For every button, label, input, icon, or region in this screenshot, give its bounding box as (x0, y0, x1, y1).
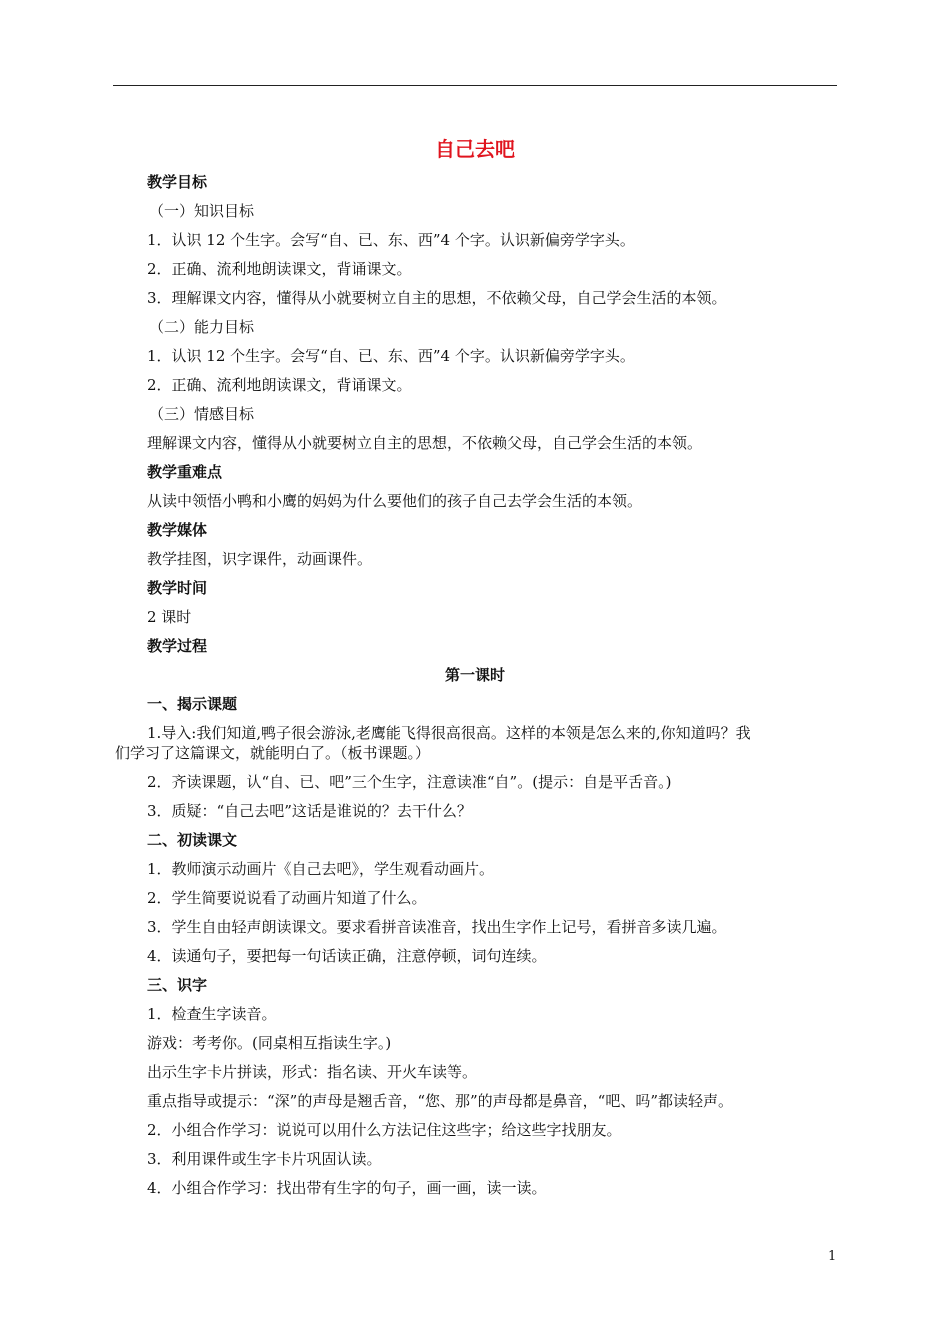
page-number: 1 (828, 1249, 837, 1264)
section-heading: 教学媒体 (147, 521, 208, 539)
paragraph: 4．小组合作学习：找出带有生字的句子，画一画，读一读。 (147, 1179, 547, 1197)
header-rule (113, 85, 837, 86)
paragraph: 1．认识 12 个生字。会写“自、已、东、西”4 个字。认识新偏旁学字头。 (147, 231, 635, 249)
section-heading: 教学重难点 (147, 463, 223, 481)
paragraph: 3．利用课件或生字卡片巩固认读。 (147, 1150, 382, 1168)
subsection-heading: （一）知识目标 (149, 202, 255, 220)
paragraph: 理解课文内容，懂得从小就要树立自主的思想，不依赖父母，自己学会生活的本领。 (147, 434, 703, 452)
subsection-heading: （二）能力目标 (149, 318, 255, 336)
paragraph-line: 1.导入:我们知道,鸭子很会游泳,老鹰能飞得很高很高。这样的本领是怎么来的,你知道吗？我 (147, 724, 751, 742)
paragraph: 3．学生自由轻声朗读课文。要求看拼音读准音，找出生字作上记号，看拼音多读几遍。 (147, 918, 727, 936)
paragraph: 1．教师演示动画片《自己去吧》，学生观看动画片。 (147, 860, 495, 878)
paragraph: 2．学生简要说说看了动画片知道了什么。 (147, 889, 427, 907)
paragraph-continuation: 们学习了这篇课文，就能明白了。（板书课题。） (115, 744, 431, 762)
paragraph: 3．理解课文内容，懂得从小就要树立自主的思想，不依赖父母，自己学会生活的本领。 (147, 289, 727, 307)
paragraph: 2．正确、流利地朗读课文，背诵课文。 (147, 260, 412, 278)
paragraph: 1．认识 12 个生字。会写“自、已、东、西”4 个字。认识新偏旁学字头。 (147, 347, 635, 365)
paragraph: 从读中领悟小鸭和小鹰的妈妈为什么要他们的孩子自己去学会生活的本领。 (147, 492, 643, 510)
paragraph: 4．读通句子，要把每一句话读正确，注意停顿，词句连续。 (147, 947, 547, 965)
paragraph: 3．质疑：“自己去吧”这话是谁说的？去干什么？ (147, 802, 472, 820)
paragraph (115, 723, 847, 763)
paragraph: 2 课时 (147, 608, 192, 626)
lesson-heading: 第一课时 (444, 666, 505, 684)
paragraph: 出示生字卡片拼读，形式：指名读、开火车读等。 (147, 1063, 478, 1081)
paragraph: 教学挂图，识字课件，动画课件。 (147, 550, 373, 568)
document-body (115, 168, 847, 1203)
section-heading: 教学时间 (147, 579, 208, 597)
section-heading: 教学目标 (147, 173, 208, 191)
section-heading: 三、识字 (147, 976, 208, 994)
section-heading: 教学过程 (147, 637, 208, 655)
paragraph: 1．检查生字读音。 (147, 1005, 277, 1023)
subsection-heading: （三）情感目标 (149, 405, 255, 423)
document-title: 自己去吧 (435, 137, 515, 161)
paragraph: 2．小组合作学习：说说可以用什么方法记住这些字；给这些字找朋友。 (147, 1121, 622, 1139)
paragraph: 2．正确、流利地朗读课文，背诵课文。 (147, 376, 412, 394)
section-heading: 一、揭示课题 (147, 695, 238, 713)
paragraph: 游戏：考考你。(同桌相互指读生字。) (147, 1034, 392, 1052)
paragraph: 2．齐读课题，认“自、已、吧”三个生字，注意读准“自”。(提示：自是平舌音。) (147, 773, 672, 791)
paragraph: 重点指导或提示：“深”的声母是翘舌音，“您、那”的声母都是鼻音，“吧、吗”都读轻声。 (147, 1092, 734, 1110)
section-heading: 二、初读课文 (147, 831, 238, 849)
